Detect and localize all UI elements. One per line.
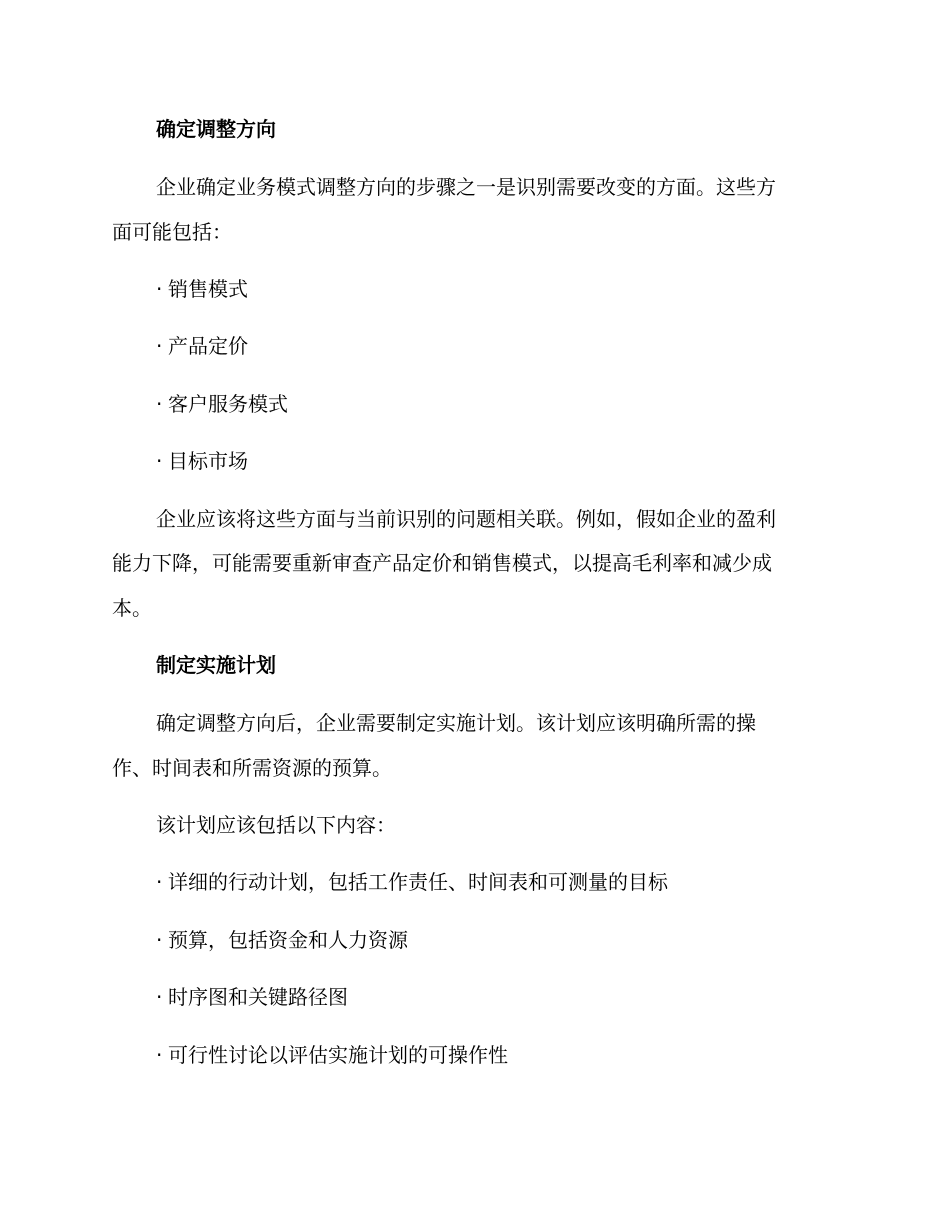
list-item [156,926,408,954]
section-heading-direction: 确定调整方向 [156,117,276,141]
paragraph-line: 确定调整方向后，企业需要制定实施计划。该计划应该明确所需的操 [156,711,756,735]
list-item [156,332,248,360]
paragraph-line: 作、时间表和所需资源的预算。 [112,756,392,780]
paragraph-line: 本。 [112,596,152,620]
bullet-icon: · [156,392,163,416]
paragraph-line: 面可能包括： [112,220,232,244]
paragraph-line: 能力下降，可能需要重新审查产品定价和销售模式，以提高毛利率和减少成 [112,551,772,575]
paragraph-line: 该计划应该包括以下内容： [156,813,396,837]
section-heading-plan: 制定实施计划 [156,653,276,677]
list-item-text: 预算，包括资金和人力资源 [168,928,408,952]
list-item [156,983,348,1011]
list-item-text: 客户服务模式 [168,392,288,416]
paragraph-line: 企业应该将这些方面与当前识别的问题相关联。例如，假如企业的盈利 [156,507,776,531]
bullet-icon: · [156,277,163,301]
list-item-text: 时序图和关键路径图 [168,985,348,1009]
bullet-icon: · [156,985,163,1009]
bullet-icon: · [156,334,163,358]
paragraph-line: 企业确定业务模式调整方向的步骤之一是识别需要改变的方面。这些方 [156,175,776,199]
list-item-text: 销售模式 [168,277,248,301]
list-item-text: 可行性讨论以评估实施计划的可操作性 [168,1043,508,1067]
list-item-text: 详细的行动计划，包括工作责任、时间表和可测量的目标 [168,870,668,894]
list-item [156,390,288,418]
list-item [156,1041,508,1069]
list-item-text: 目标市场 [168,449,248,473]
bullet-icon: · [156,928,163,952]
list-item [156,275,248,303]
bullet-icon: · [156,449,163,473]
bullet-icon: · [156,870,163,894]
list-item-text: 产品定价 [168,334,248,358]
list-item [156,447,248,475]
bullet-icon: · [156,1043,163,1067]
list-item [156,868,668,896]
